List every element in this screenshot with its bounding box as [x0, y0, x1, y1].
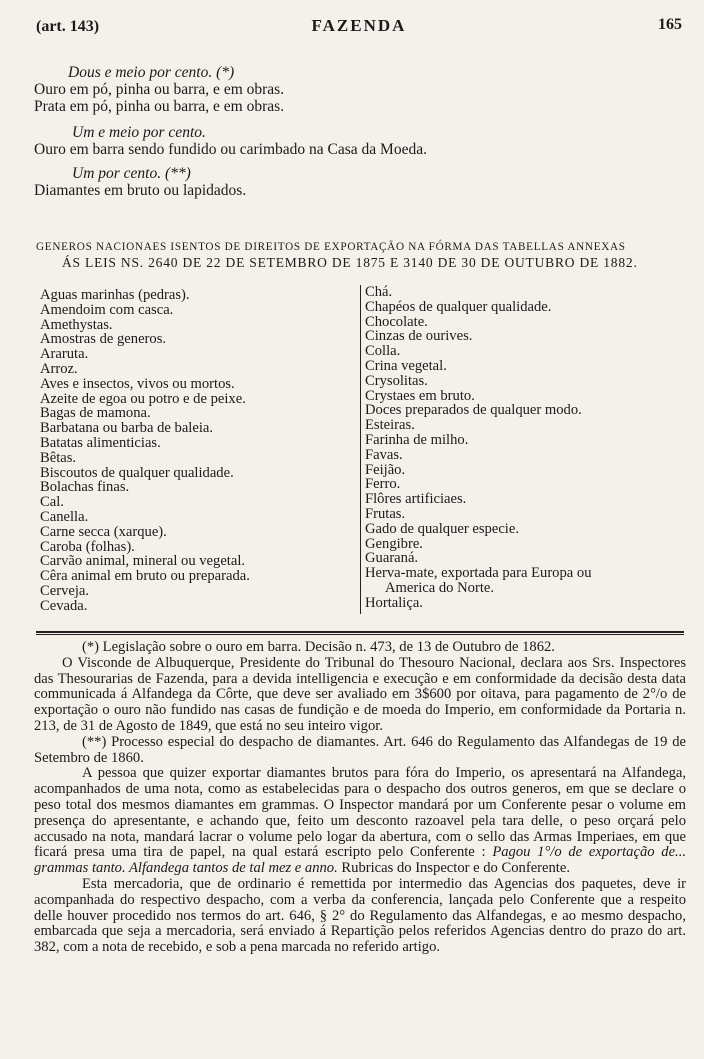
footnote-2-title: (**) Processo especial do despacho de diamantes. Art. 646 do Regulamento das Alfandegas de 19 de Setembro de 1860.	[34, 733, 686, 766]
rate-heading: Dous e meio por cento. (*)	[68, 64, 235, 81]
exempt-goods-title: GENEROS NACIONAES ISENTOS DE DIREITOS DE EXPORTAÇÃO NA FÓRMA DAS TABELLAS ANNEXAS	[36, 241, 626, 253]
goods-item: Amostras de generos.	[40, 331, 167, 348]
rate-heading: Um e meio por cento.	[72, 124, 206, 141]
footnote-1-body: O Visconde de Albuquerque, Presidente do Tribunal do Thesouro Nacional, declara aos Srs. Inspectores das Thesourarias de Fazenda, para a devida intelligencia e execução e em conformidade da decisão desta data communicada á Alfandega da Côrte, que deve ser avaliado em 3$600 por oitava, para pagamento de 2°/o de exportação o ouro não fundido nas casas de fundição e de moeda do Imperio, em conformidade da Portaria n. 213, de 31 de Agosto de 1849, que está no seu inteiro vigor.	[34, 654, 686, 734]
goods-column-right	[360, 285, 695, 614]
rate-item: Diamantes em bruto ou lapidados.	[34, 182, 247, 199]
goods-item: Arroz.	[40, 360, 78, 377]
page-header	[36, 14, 682, 40]
goods-item: Bêtas.	[40, 449, 77, 466]
page-title: FAZENDA	[311, 16, 407, 35]
footnote-2-text: A pessoa que quizer exportar diamantes brutos para fóra do Imperio, os apresentará na Alfandega, acompanhados de uma nota, como as estabelecidas para o despacho dos outros generos, em que se declare o peso total dos mesmos diamantes em grammas. O Inspector mandará por um Conferente pesar o volume em presença do apresentante, e achando que, feito um desconto razoavel pela tara delle, o peso orçará pelo accusado na nota, mandará lacrar o volume pelo logar da abertura, com o sello das Armas Imperiaes, em que ficará presa uma tira de papel, na qual estará escripto pelo Conferente :	[34, 765, 686, 861]
goods-item: Cerveja.	[40, 582, 90, 599]
goods-item: Farinha de milho.	[365, 431, 469, 448]
goods-item: Flôres artificiaes.	[365, 491, 467, 508]
goods-item: Crysolitas.	[365, 372, 428, 389]
rate-item: Ouro em pó, pinha ou barra, e em obras.	[34, 81, 285, 98]
footnote-1-title: (*) Legislação sobre o ouro em barra. Decisão n. 473, de 13 de Outubro de 1862.	[82, 639, 555, 655]
goods-column-left	[40, 288, 358, 614]
goods-item: Aguas marinhas (pedras).	[40, 287, 190, 303]
goods-item: Hortaliça.	[365, 594, 423, 611]
goods-item: Gado de qualquer especie.	[365, 520, 519, 537]
rate-section-1	[34, 165, 664, 199]
goods-item: Ferro.	[365, 476, 401, 493]
footnotes	[34, 640, 686, 956]
goods-item: Cevada.	[40, 597, 88, 614]
goods-item: Cinzas de ourives.	[365, 328, 473, 345]
exempt-goods-list	[40, 285, 690, 615]
goods-item: Herva-mate, exportada para Europa ou	[365, 565, 592, 582]
rate-section-2-5	[34, 64, 664, 115]
goods-item: Barbatana ou barba de baleia.	[40, 420, 214, 437]
goods-item: Amethystas.	[40, 316, 113, 333]
footnote-divider-thin	[36, 634, 684, 635]
goods-item: Azeite de egoa ou potro e de peixe.	[40, 390, 246, 407]
goods-item: Aves e insectos, vivos ou mortos.	[40, 375, 235, 392]
goods-item: Amendoim com casca.	[40, 301, 174, 318]
goods-item: Bolachas finas.	[40, 479, 130, 496]
goods-item: Chocolate.	[365, 313, 428, 330]
footnote-divider	[36, 631, 684, 633]
goods-item: Doces preparados de qualquer modo.	[365, 402, 582, 419]
goods-item: Crina vegetal.	[365, 357, 447, 374]
goods-item: Caroba (folhas).	[40, 538, 135, 555]
exempt-goods-subtitle: ÁS LEIS NS. 2640 DE 22 DE SETEMBRO DE 1875 E 3140 DE 30 DE OUTUBRO DE 1882.	[62, 255, 638, 270]
goods-item: Cal.	[40, 494, 64, 511]
goods-item: Chá.	[365, 284, 393, 300]
goods-item: Batatas alimenticias.	[40, 434, 161, 451]
footnote-2-body	[34, 766, 686, 877]
rate-item: Ouro em barra sendo fundido ou carimbado na Casa da Moeda.	[34, 141, 427, 158]
goods-item: Cêra animal em bruto ou preparada.	[40, 568, 250, 585]
rate-item: Prata em pó, pinha ou barra, e em obras.	[34, 98, 285, 115]
goods-item: Bagas de mamona.	[40, 405, 151, 422]
goods-item: Colla.	[365, 343, 401, 360]
page-number: 165	[658, 16, 682, 33]
footnote-2-inscription: Pagou 1°/o de exportação de... grammas tanto. Alfandega tantos de tal mez e anno.	[34, 844, 687, 877]
goods-item: Araruta.	[40, 346, 89, 363]
goods-item: Crystaes em bruto.	[365, 387, 475, 404]
goods-item: Biscoutos de qualquer qualidade.	[40, 464, 234, 481]
footnote-2-signatures: Rubricas do Inspector e do Conferente.	[341, 860, 570, 877]
goods-item: Carne secca (xarque).	[40, 523, 167, 540]
article-reference: (art. 143)	[36, 18, 100, 35]
rate-section-1-5	[34, 124, 664, 158]
goods-item: Canella.	[40, 508, 89, 525]
goods-item: Favas.	[365, 446, 403, 463]
footnote-2-dispatch: Esta mercadoria, que de ordinario é remettida por intermedio das Agencias dos paquetes, deve ir acompanhada do respectivo despacho, com a verba da conferencia, lançada pelo Conferente que a respeito delle houver procedido nos termos do art. 646, § 2° do Regulamento das Alfandegas, e ao mesmo despacho, embarcada que seja a mercadoria, será enviado á Repartição pelos referidos Agencias dentro do prazo do art. 382, com a nota de recebido, e sob a pena marcada no referido artigo.	[34, 875, 686, 956]
goods-item: Feijão.	[365, 461, 406, 478]
rate-heading: Um por cento. (**)	[72, 165, 191, 182]
goods-item: Gengibre.	[365, 535, 423, 552]
goods-item-continuation: America do Norte.	[385, 579, 495, 596]
goods-item: Esteiras.	[365, 417, 415, 434]
goods-item: Carvão animal, mineral ou vegetal.	[40, 553, 246, 570]
goods-item: Guaraná.	[365, 550, 419, 567]
goods-item: Frutas.	[365, 505, 406, 522]
goods-item: Chapéos de qualquer qualidade.	[365, 298, 552, 315]
